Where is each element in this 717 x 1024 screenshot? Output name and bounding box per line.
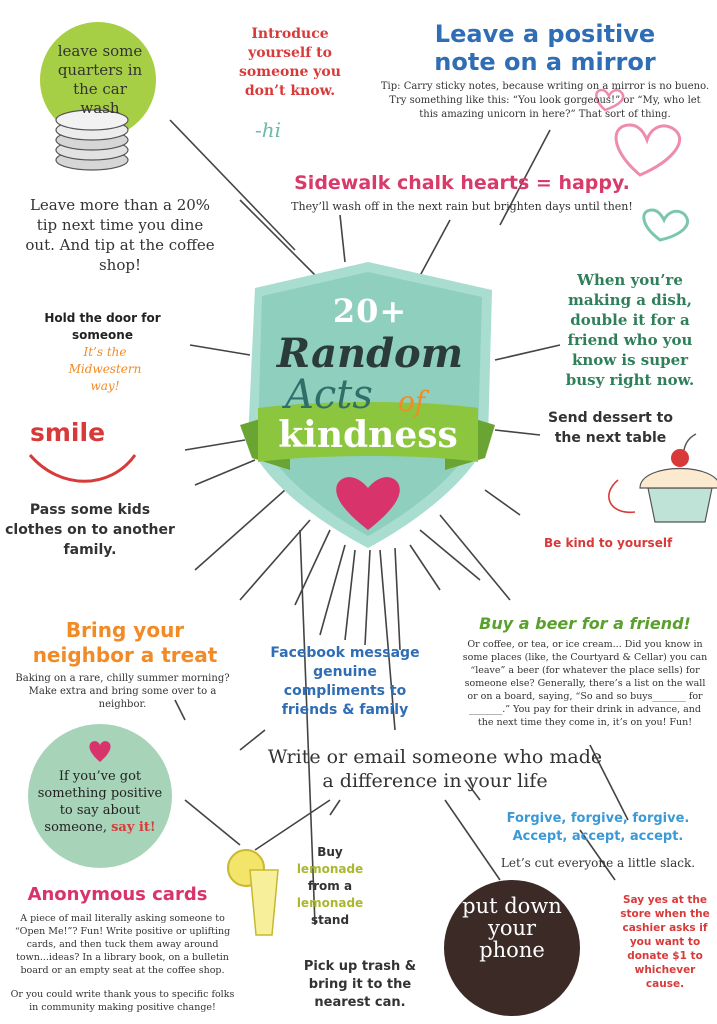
positive-text	[35, 768, 165, 836]
mirror-title: Leave a positive note on a mirror	[434, 20, 656, 76]
arrow-icon	[609, 480, 635, 512]
badge-random: Random	[276, 330, 464, 377]
badge-acts: Acts	[285, 372, 373, 418]
lemonade-text-a: Buy	[317, 845, 343, 859]
hi-text: -hi	[255, 118, 282, 142]
chalk-title: Sidewalk chalk hearts = happy.	[294, 172, 630, 194]
badge-number: 20+	[332, 292, 408, 330]
door-sub: It’s the Midwestern way!	[68, 345, 142, 393]
forgive-text: Forgive, forgive, forgive. Accept, accept, accept.	[506, 811, 690, 844]
neighbor-title: Bring your neighbor a treat	[32, 618, 218, 667]
door-title: Hold the door for someone	[44, 311, 161, 342]
beer-title: Buy a beer for a friend!	[479, 614, 691, 633]
chalk-sub: They’ll wash off in the next rain but brighten days until then!	[291, 200, 633, 213]
heart-outline-teal-icon	[644, 210, 688, 240]
smile-text: smile	[30, 418, 106, 447]
lemonade-text	[290, 844, 370, 929]
anon-sub2: Or you could write thank yous to specific folks in community making positive change!	[10, 989, 235, 1013]
donate-text: Say yes at the store when the cashier asks if you want to donate $1 to whichever cause.	[620, 894, 710, 990]
coins-icon	[56, 110, 128, 170]
lemonade-text-c: from a	[307, 879, 353, 893]
smile-curve	[30, 455, 135, 481]
neighbor-sub: Baking on a rare, chilly summer morning? Make extra and bring some over to a neighbor.	[15, 673, 230, 710]
slack-text: Let’s cut everyone a little slack.	[500, 856, 696, 870]
lemonade-text-e: stand	[310, 913, 350, 927]
kind-yourself-text: Be kind to yourself	[544, 536, 673, 550]
trash-text: Pick up trash & bring it to the nearest can.	[303, 959, 417, 1010]
introduce-text: Introduce yourself to someone you don’t know.	[239, 26, 341, 99]
phone-text: put down your phone	[462, 894, 562, 962]
quarters-text: leave some quarters in the car wash	[57, 42, 143, 117]
badge-kindness: kindness	[278, 414, 458, 456]
dessert-text: Send dessert to the next table	[548, 410, 673, 446]
write-text: Write or email someone who made a difference in your life	[267, 746, 603, 792]
badge-of: of	[398, 385, 426, 418]
anon-title: Anonymous cards	[27, 884, 208, 905]
lemonade-text-d: lemonade	[296, 896, 364, 910]
beer-sub: Or coffee, or tea, or ice cream... Did you know in some places (like, the Courtyard & Cellar) you can “leave” a beer (for whatever the place sells) for someone else? Generally, there’s a list on the wall or on a board, saying, “So and so buys_______ for _______.” You pay for their drink in advance, and the next time they come in, it’s on you! Fun!	[462, 639, 708, 728]
dish-text: When you’re making a dish, double it for a friend who you know is super busy right now.	[565, 271, 695, 389]
tip-text: Leave more than a 20% tip next time you dine out. And tip at the coffee shop!	[25, 196, 215, 274]
anon-sub1: A piece of mail literally asking someone to “Open Me!”? Fun! Write positive or uplifting cards, and then tuck them away around town...ideas? In a library book, on a bulletin board or an empty seat at the coffee shop.	[14, 913, 231, 976]
positive-text-b: say it!	[111, 820, 156, 835]
facebook-text: Facebook message genuine compliments to friends & family	[270, 645, 420, 718]
positive-text-a: If you’ve got something positive to say about someone,	[37, 769, 163, 835]
heart-outline-pink-icon	[616, 125, 680, 175]
mirror-tip: Tip: Carry sticky notes, because writing on a mirror is no bueno. Try something like this: “You look gorgeous!” or “My, who let this amazing unicorn in here?” That sort of thing.	[380, 81, 710, 120]
lemonade-text-b: lemonade	[296, 862, 364, 876]
clothes-text: Pass some kids clothes on to another family.	[5, 502, 175, 558]
